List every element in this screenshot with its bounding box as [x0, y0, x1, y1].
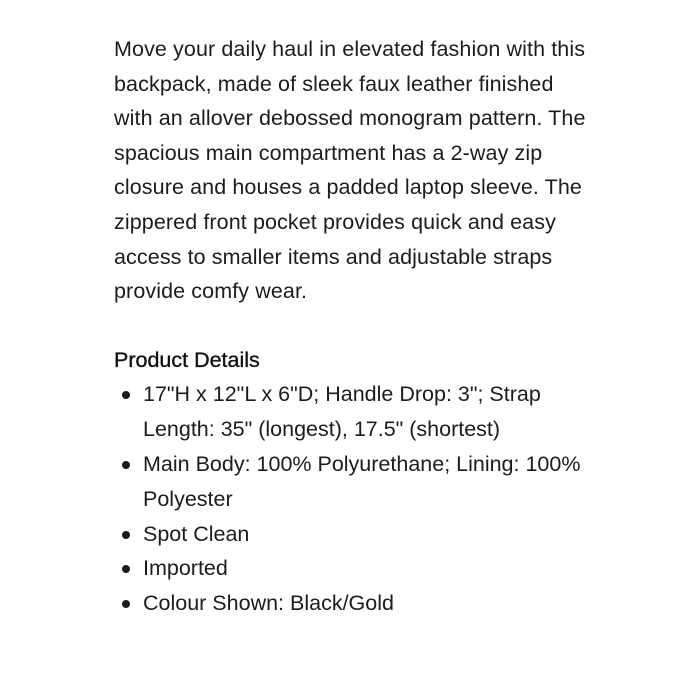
- bullet-icon: [122, 600, 130, 608]
- detail-text-dimensions: 17"H x 12"L x 6"D; Handle Drop: 3"; Strap Length: 35" (longest), 17.5" (shortest): [143, 382, 541, 442]
- list-item: [114, 551, 594, 586]
- list-item: [114, 517, 594, 552]
- product-details-list: [114, 377, 594, 621]
- bullet-icon: [122, 565, 130, 573]
- bullet-icon: [122, 461, 130, 469]
- product-description: Move your daily haul in elevated fashion with this backpack, made of sleek faux leather finished with an allover debossed monogram pattern. The spacious main compartment has a 2-way zip closure and houses a padded laptop sleeve. The zippered front pocket provides quick and easy access to smaller items and adjustable straps provide comfy wear.: [114, 37, 586, 304]
- detail-text-origin: Imported: [143, 556, 228, 581]
- list-item: [114, 377, 594, 447]
- bullet-icon: [122, 531, 130, 539]
- list-item: [114, 586, 594, 621]
- detail-text-care: Spot Clean: [143, 521, 250, 546]
- list-item: [114, 447, 594, 517]
- detail-text-colour: Colour Shown: Black/Gold: [143, 591, 394, 616]
- product-details-heading: Product Details: [114, 347, 260, 372]
- product-description-panel: [114, 32, 594, 621]
- bullet-icon: [122, 391, 130, 399]
- detail-text-materials: Main Body: 100% Polyurethane; Lining: 100% Polyester: [143, 451, 581, 511]
